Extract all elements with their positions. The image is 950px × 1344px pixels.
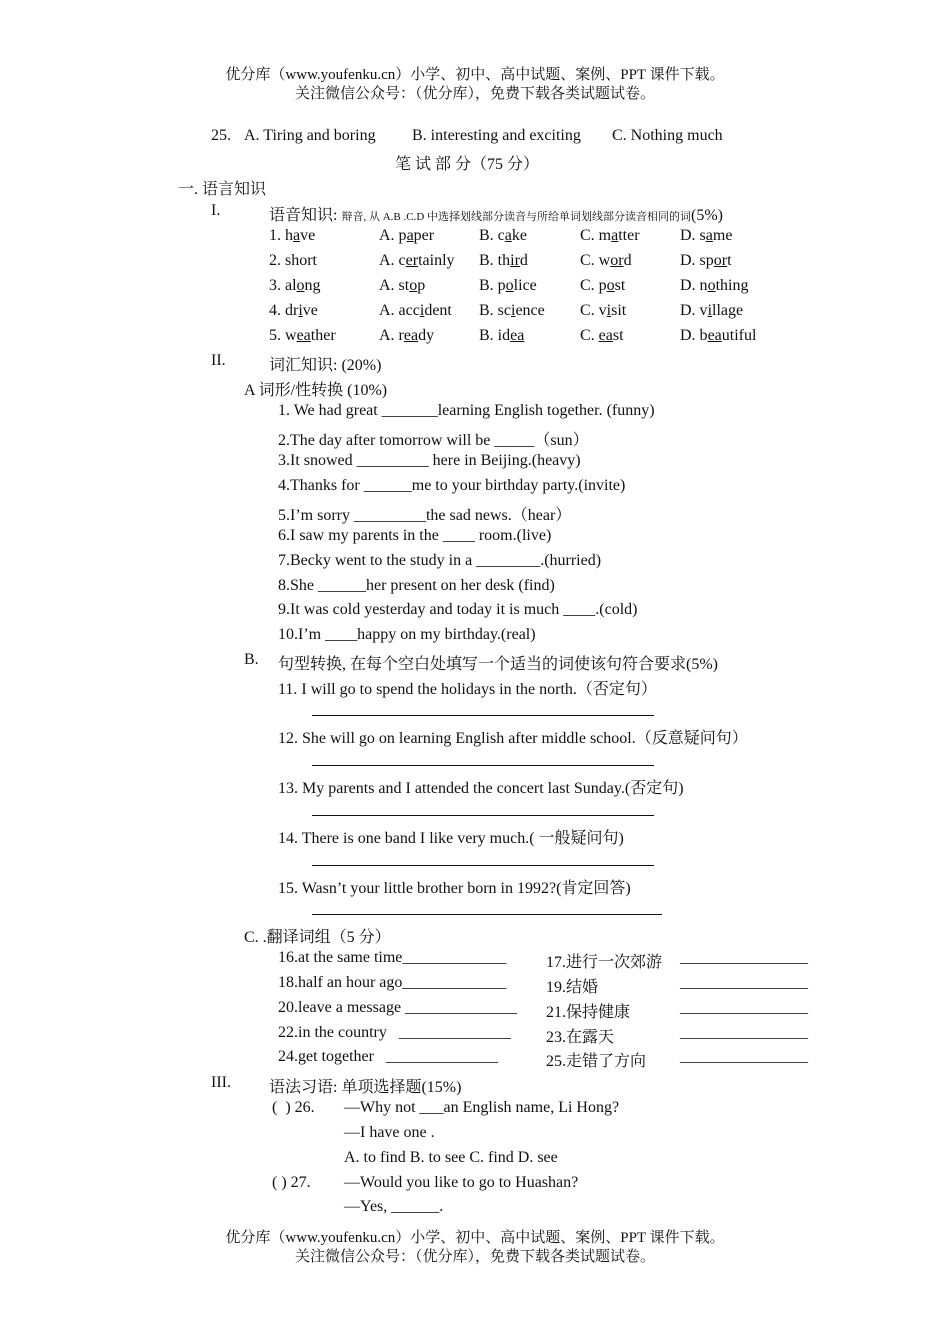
word-form-item: 5.I’m sorry _________the sad news.（hear） xyxy=(278,507,572,524)
translation-blank: ________________ xyxy=(680,1024,808,1041)
phonetics-option-b: B. idea xyxy=(479,327,525,344)
phonetics-option-a: A. paper xyxy=(379,227,435,244)
sentence-item: 13. My parents and I attended the concert last Sunday.(否定句) xyxy=(278,780,684,797)
phonetics-option-a: A. certainly xyxy=(379,252,455,269)
q25-option-a: A. Tiring and boring xyxy=(244,127,376,144)
word-form-item: 9.It was cold yesterday and today it is much ____.(cold) xyxy=(278,601,638,618)
phonetics-option-c: C. matter xyxy=(580,227,640,244)
part1-instruction: 辩音, 从 A.B .C.D 中选择划线部分读音与所给单词划线部分读音相同的词 xyxy=(341,211,692,223)
translation-blank: ________________ xyxy=(680,949,808,966)
q27-bracket: ( ) 27. xyxy=(272,1174,311,1191)
part2-b-title: 句型转换, 在每个空白处填写一个适当的词使该句符合要求(5%) xyxy=(278,656,718,673)
word-form-item: 6.I saw my parents in the ____ room.(live) xyxy=(278,527,552,544)
word-form-item: 2.The day after tomorrow will be _____（sun） xyxy=(278,432,589,449)
phonetics-option-b: B. police xyxy=(479,277,537,294)
part2-number: II. xyxy=(211,352,226,369)
phonetics-option-d: D. village xyxy=(680,302,744,319)
footer-line-1: 优分库（www.youfenku.cn）小学、初中、高中试题、案例、PPT 课件下载。 xyxy=(225,1230,725,1246)
translation-blank: ________________ xyxy=(680,974,808,991)
part3-number: III. xyxy=(211,1074,231,1091)
word-form-item: 7.Becky went to the study in a ________.(hurried) xyxy=(278,552,602,569)
q25-option-b: B. interesting and exciting xyxy=(412,127,581,144)
phonetics-word: 4. drive xyxy=(269,302,318,319)
translation-item-left: 22.in the country ______________ xyxy=(278,1024,511,1041)
translation-item-left: 16.at the same time_____________ xyxy=(278,949,507,966)
phonetics-option-b: B. science xyxy=(479,302,545,319)
part1-label: 语音知识: xyxy=(269,207,342,224)
translation-item-left: 20.leave a message ______________ xyxy=(278,999,518,1016)
word-form-item: 4.Thanks for ______me to your birthday party.(invite) xyxy=(278,477,626,494)
translation-item-right: 25.走错了方向 xyxy=(546,1053,647,1070)
part1-heading xyxy=(269,202,723,225)
phonetics-option-b: B. cake xyxy=(479,227,527,244)
translation-item-left: 24.get together ______________ xyxy=(278,1048,498,1065)
word-form-item: 8.She ______her present on her desk (find) xyxy=(278,577,555,594)
sentence-item: 14. There is one band I like very much.( 一般疑问句) xyxy=(278,830,624,847)
answer-line xyxy=(312,914,662,915)
part1-number: I. xyxy=(211,202,221,219)
part2-a-title: A 词形/性转换 (10%) xyxy=(244,382,388,399)
q27-line-2: —Yes, ______. xyxy=(344,1198,444,1215)
translation-item-right: 19.结婚 xyxy=(546,979,599,996)
section1-title: 一. 语言知识 xyxy=(178,181,267,198)
phonetics-option-a: A. ready xyxy=(379,327,435,344)
written-section-title: 笔 试 部 分（75 分） xyxy=(395,156,540,173)
q26-line-2: —I have one . xyxy=(344,1124,435,1141)
answer-line xyxy=(312,765,654,766)
part3-title: 语法习语: 单项选择题(15%) xyxy=(269,1079,462,1096)
translation-item-right: 17.进行一次郊游 xyxy=(546,954,663,971)
answer-line xyxy=(312,865,654,866)
phonetics-option-c: C. word xyxy=(580,252,632,269)
q25-number: 25. xyxy=(211,127,231,144)
sentence-item: 11. I will go to spend the holidays in the north.（否定句） xyxy=(278,681,657,698)
part2-title: 词汇知识: (20%) xyxy=(269,357,382,374)
translation-item-right: 23.在露天 xyxy=(546,1029,615,1046)
phonetics-option-c: C. post xyxy=(580,277,626,294)
answer-line xyxy=(312,815,654,816)
part2-c-title: C. .翻译词组（5 分） xyxy=(244,929,391,946)
header-line-2: 关注微信公众号：（优分库），免费下载各类试题试卷。 xyxy=(294,86,655,102)
sentence-item: 12. She will go on learning English after middle school.（反意疑问句） xyxy=(278,730,748,747)
phonetics-option-d: D. same xyxy=(680,227,733,244)
phonetics-word: 1. have xyxy=(269,227,316,244)
header-line-1: 优分库（www.youfenku.cn）小学、初中、高中试题、案例、PPT 课件下载。 xyxy=(225,67,725,83)
translation-blank: ________________ xyxy=(680,999,808,1016)
phonetics-option-c: C. east xyxy=(580,327,624,344)
word-form-item: 1. We had great _______learning English together. (funny) xyxy=(278,402,655,419)
q26-line-1: —Why not ___an English name, Li Hong? xyxy=(344,1099,620,1116)
phonetics-option-c: C. visit xyxy=(580,302,627,319)
phonetics-option-d: D. nothing xyxy=(680,277,749,294)
phonetics-word: 2. short xyxy=(269,252,317,269)
word-form-item: 3.It snowed _________ here in Beijing.(heavy) xyxy=(278,452,581,469)
footer-line-2: 关注微信公众号：（优分库），免费下载各类试题试卷。 xyxy=(294,1249,655,1265)
translation-item-left: 18.half an hour ago_____________ xyxy=(278,974,507,991)
phonetics-option-d: D. sport xyxy=(680,252,732,269)
phonetics-word: 3. along xyxy=(269,277,321,294)
q26-bracket: ( ) 26. xyxy=(272,1099,315,1116)
word-form-item: 10.I’m ____happy on my birthday.(real) xyxy=(278,626,536,643)
part2-b-number: B. xyxy=(244,651,259,668)
sentence-item: 15. Wasn’t your little brother born in 1992?(肯定回答) xyxy=(278,880,631,897)
phonetics-word: 5. weather xyxy=(269,327,336,344)
part1-score: (5%) xyxy=(691,207,723,224)
phonetics-option-a: A. stop xyxy=(379,277,426,294)
translation-blank: ________________ xyxy=(680,1048,808,1065)
q25-option-c: C. Nothing much xyxy=(612,127,723,144)
answer-line xyxy=(312,715,654,716)
phonetics-option-b: B. third xyxy=(479,252,528,269)
q27-line-1: —Would you like to go to Huashan? xyxy=(344,1174,579,1191)
q26-options: A. to find B. to see C. find D. see xyxy=(344,1149,558,1166)
translation-item-right: 21.保持健康 xyxy=(546,1004,631,1021)
phonetics-option-a: A. accident xyxy=(379,302,452,319)
phonetics-option-d: D. beautiful xyxy=(680,327,757,344)
